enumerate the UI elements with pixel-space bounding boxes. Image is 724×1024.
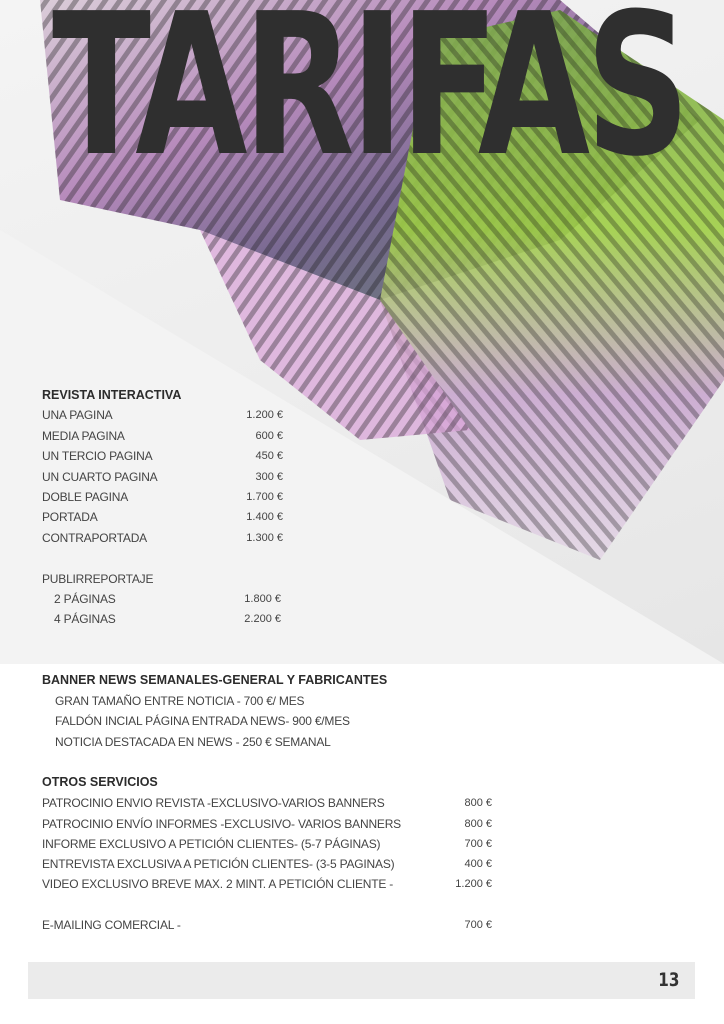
publi-title: PUBLIRREPORTAJE xyxy=(42,572,154,586)
list-item-label: MEDIA PAGINA xyxy=(42,429,125,443)
footer-bar xyxy=(28,962,695,999)
list-item-label: E-MAILING COMERCIAL - xyxy=(42,918,181,932)
list-item-label: PATROCINIO ENVIO REVISTA -EXCLUSIVO-VARIOS BANNERS xyxy=(42,796,385,810)
list-item-label: UN TERCIO PAGINA xyxy=(42,449,153,463)
list-item-price: 800 € xyxy=(464,797,492,809)
list-item-label: CONTRAPORTADA xyxy=(42,531,147,545)
list-item-price: 1.400 € xyxy=(246,511,283,523)
list-item-price: 300 € xyxy=(255,471,283,483)
list-item-label: 4 PÁGINAS xyxy=(54,612,116,626)
list-item-price: 1.300 € xyxy=(246,532,283,544)
list-item-price: 700 € xyxy=(464,919,492,931)
section-title-revista: REVISTA INTERACTIVA xyxy=(42,388,182,402)
list-item-price: 1.200 € xyxy=(455,878,492,890)
list-item: FALDÓN INCIAL PÁGINA ENTRADA NEWS- 900 €/MES xyxy=(55,714,350,728)
list-item-label: INFORME EXCLUSIVO A PETICIÓN CLIENTES- (5-7 PÁGINAS) xyxy=(42,837,381,851)
list-item-price: 600 € xyxy=(255,430,283,442)
section-title-otros: OTROS SERVICIOS xyxy=(42,775,158,789)
list-item-label: PATROCINIO ENVÍO INFORMES -EXCLUSIVO- VARIOS BANNERS xyxy=(42,817,401,831)
list-item: NOTICIA DESTACADA EN NEWS - 250 € SEMANAL xyxy=(55,735,331,749)
list-item: GRAN TAMAÑO ENTRE NOTICIA - 700 €/ MES xyxy=(55,694,305,708)
section-title-banner: BANNER NEWS SEMANALES-GENERAL Y FABRICANTES xyxy=(42,673,388,687)
list-item-price: 1.700 € xyxy=(246,491,283,503)
list-item-price: 450 € xyxy=(255,450,283,462)
list-item-price: 800 € xyxy=(464,818,492,830)
list-item-label: DOBLE PAGINA xyxy=(42,490,129,504)
page-number: 13 xyxy=(657,969,679,991)
list-item-label: 2 PÁGINAS xyxy=(54,592,116,606)
list-item-price: 1.800 € xyxy=(244,593,281,605)
list-item-price: 400 € xyxy=(464,858,492,870)
list-item-label: UN CUARTO PAGINA xyxy=(42,470,158,484)
list-item-price: 700 € xyxy=(464,838,492,850)
list-item-price: 2.200 € xyxy=(244,613,281,625)
list-item-label: UNA PAGINA xyxy=(42,408,113,422)
list-item-label: PORTADA xyxy=(42,510,98,524)
page-title: TARIFAS xyxy=(52,0,686,200)
list-item-label: VIDEO EXCLUSIVO BREVE MAX. 2 MINT. A PETICIÓN CLIENTE - xyxy=(42,877,394,891)
list-item-label: ENTREVISTA EXCLUSIVA A PETICIÓN CLIENTES- (3-5 PAGINAS) xyxy=(42,857,395,871)
list-item-price: 1.200 € xyxy=(246,409,283,421)
